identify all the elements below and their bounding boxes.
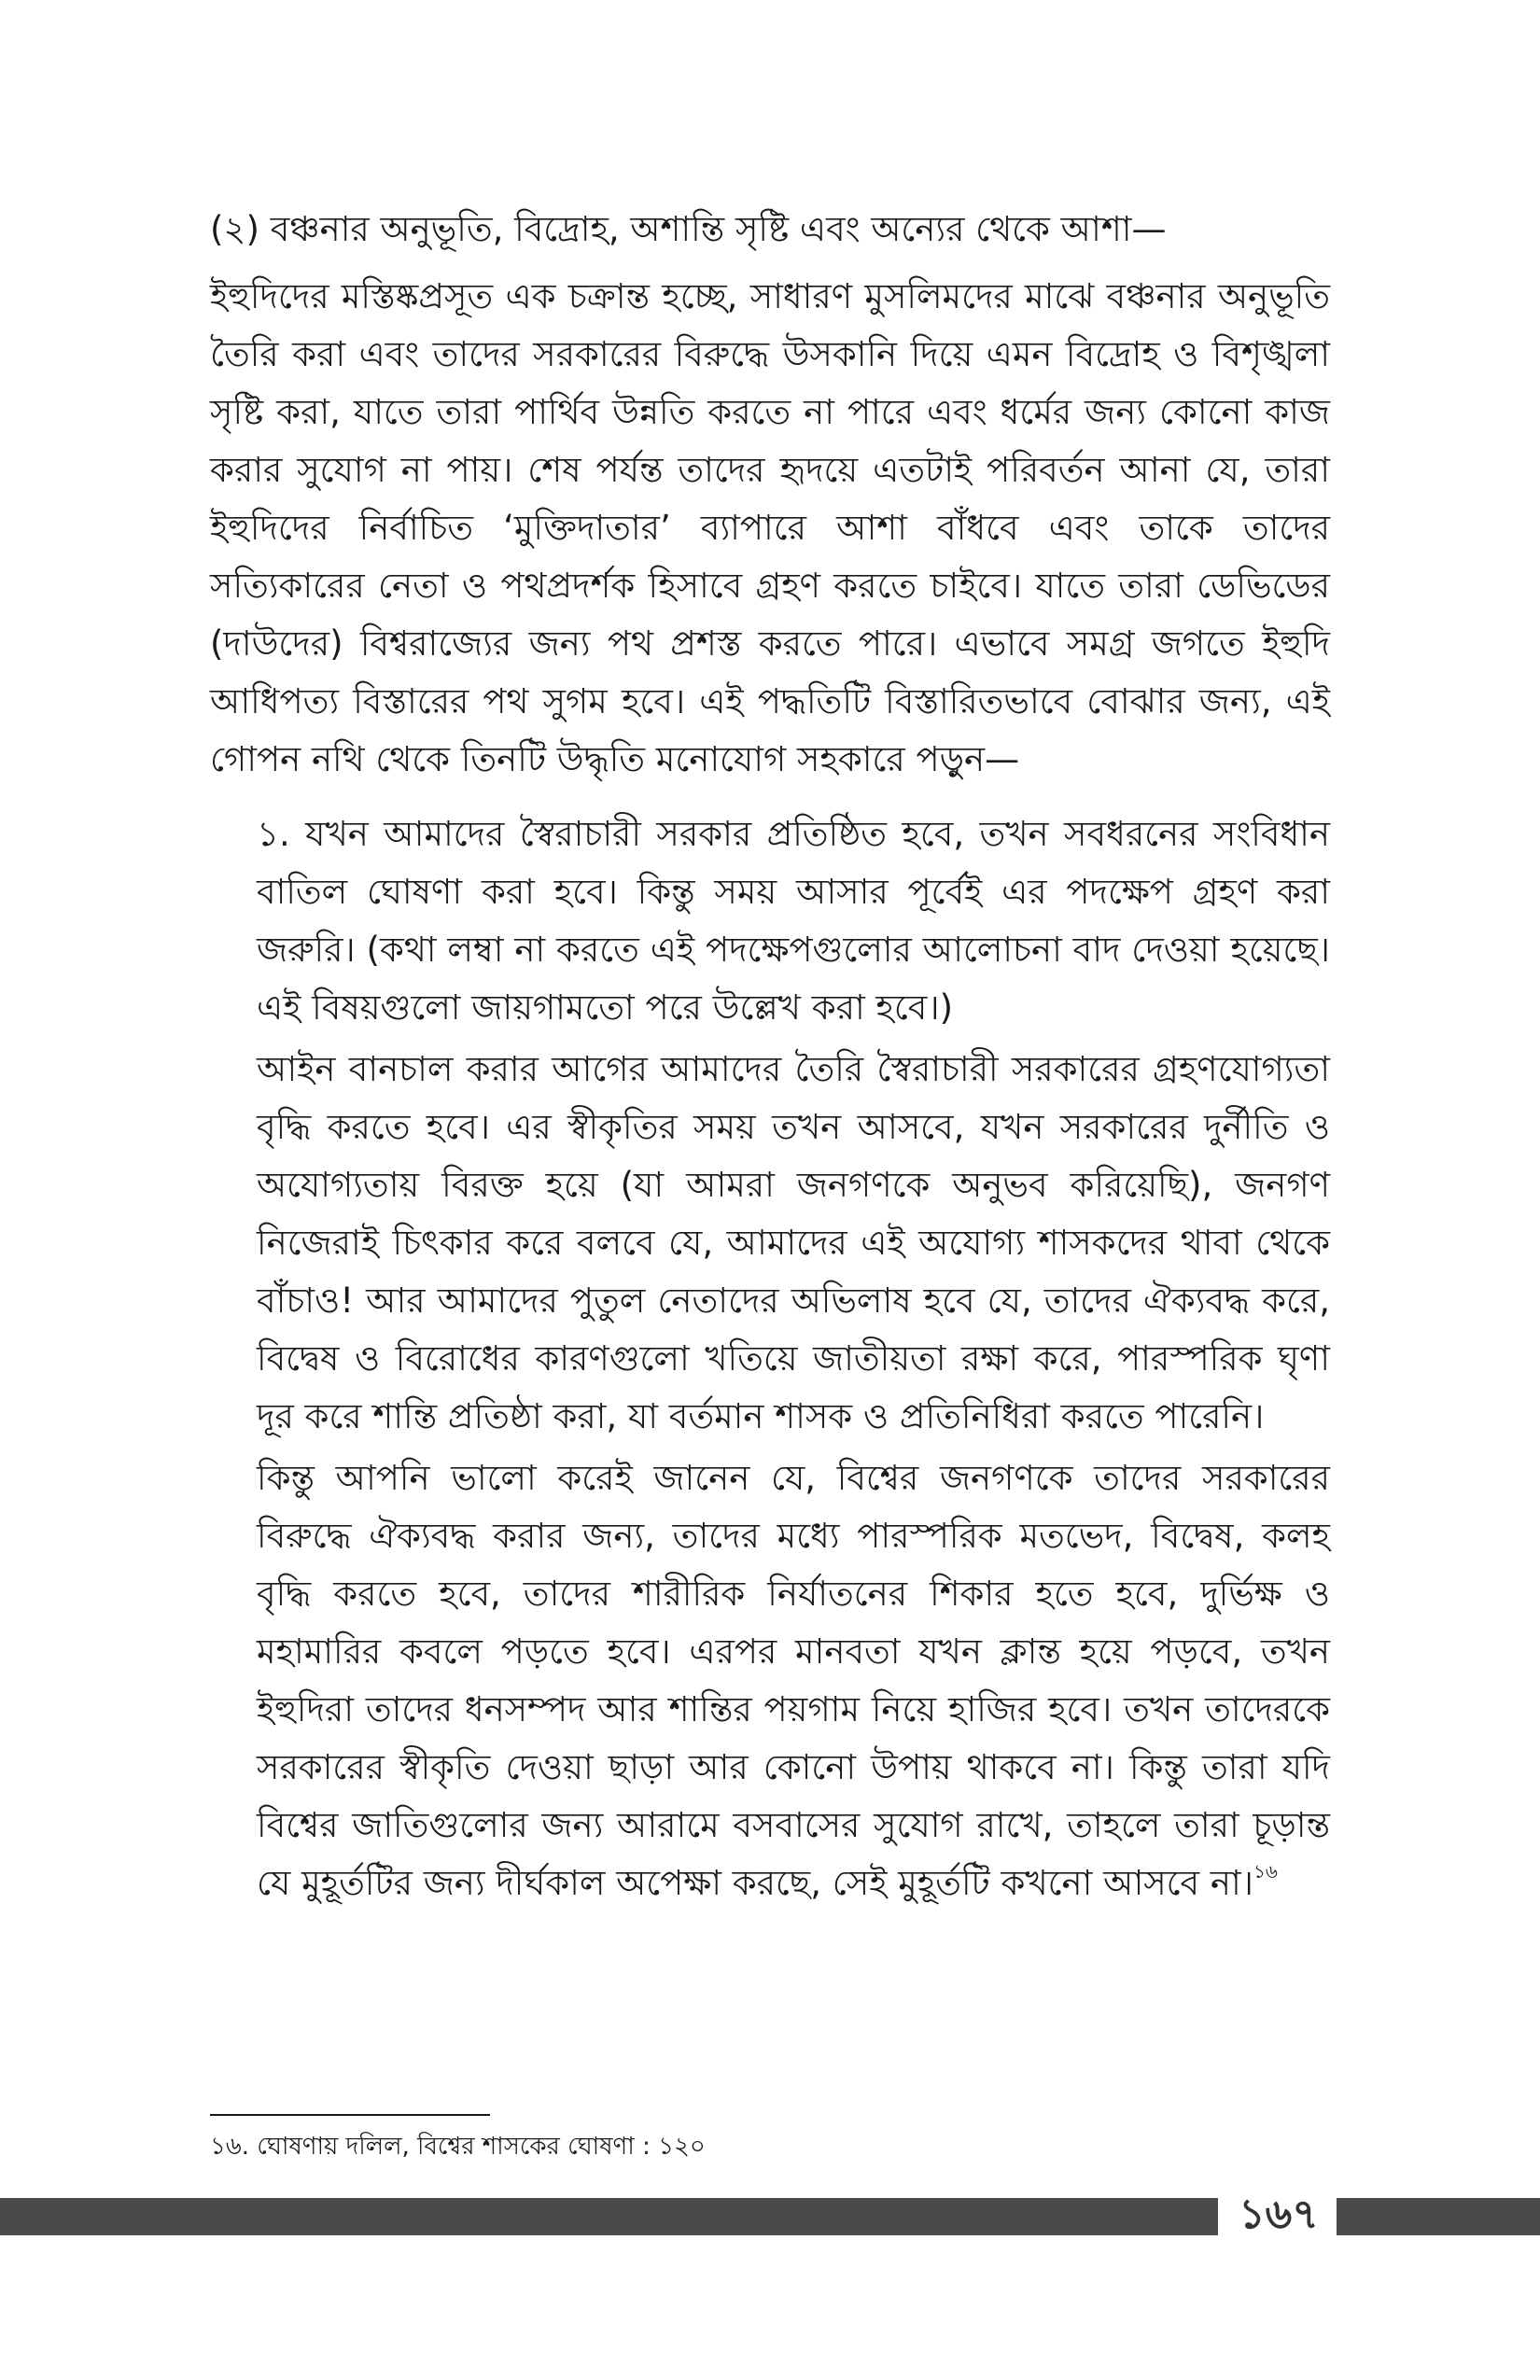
quote-paragraph-3 — [257, 1449, 1330, 1912]
quote-paragraph-3-text: কিন্তু আপনি ভালো করেই জানেন যে, বিশ্বের জনগণকে তাদের সরকারের বিরুদ্ধে ঐক্যবদ্ধ করার জন্য, তাদের মধ্যে পারস্পরিক মতভেদ, বিদ্বেষ, কলহ বৃদ্ধি করতে হবে, তাদের শারীরিক নির্যাতনের শিকার হতে হবে, দুর্ভিক্ষ ও মহামারির কবলে পড়তে হবে। এরপর মানবতা যখন ক্লান্ত হয়ে পড়বে, তখন ইহুদিরা তাদের ধনসম্পদ আর শান্তির পয়গাম নিয়ে হাজির হবে। তখন তাদেরকে সরকারের স্বীকৃতি দেওয়া ছাড়া আর কোনো উপায় থাকবে না। কিন্তু তারা যদি বিশ্বের জাতিগুলোর জন্য আরামে বসবাসের সুযোগ রাখে, তাহলে তারা চূড়ান্ত যে মুহূর্তটির জন্য দীর্ঘকাল অপেক্ষা করছে, সেই মুহূর্তটি কখনো আসবে না। — [257, 1458, 1330, 1903]
footnote-reference: ১৬ — [1253, 1860, 1278, 1883]
page-number: ১৬৭ — [1239, 2191, 1319, 2238]
body-paragraph: ইহুদিদের মস্তিষ্কপ্রসূত এক চক্রান্ত হচ্ছে, সাধারণ মুসলিমদের মাঝে বঞ্চনার অনুভূতি তৈরি করা এবং তাদের সরকারের বিরুদ্ধে উসকানি দিয়ে এমন বিদ্রোহ ও বিশৃঙ্খলা সৃষ্টি করা, যাতে তারা পার্থিব উন্নতি করতে না পারে এবং ধর্মের জন্য কোনো কাজ করার সুযোগ না পায়। শেষ পর্যন্ত তাদের হৃদয়ে এতটাই পরিবর্তন আনা যে, তারা ইহুদিদের নির্বাচিত ‘মুক্তিদাতার’ ব্যাপারে আশা বাঁধবে এবং তাকে তাদের সত্যিকারের নেতা ও পথপ্রদর্শক হিসাবে গ্রহণ করতে চাইবে। যাতে তারা ডেভিডের (দাউদের) বিশ্বরাজ্যের জন্য পথ প্রশস্ত করতে পারে। এভাবে সমগ্র জগতে ইহুদি আধিপত্য বিস্তারের পথ সুগম হবে। এই পদ্ধতিটি বিস্তারিতভাবে বোঝার জন্য, এই গোপন নথি থেকে তিনটি উদ্ধৃতি মনোযোগ সহকারে পড়ুন— — [210, 276, 1330, 779]
quote-block — [257, 805, 1330, 1912]
footnote: ১৬. ঘোষণায় দলিল, বিশ্বের শাসকের ঘোষণা : ১২০ — [210, 2133, 706, 2161]
quote-paragraph-1: ১. যখন আমাদের স্বৈরাচারী সরকার প্রতিষ্ঠিত হবে, তখন সবধরনের সংবিধান বাতিল ঘোষণা করা হবে। কিন্তু সময় আসার পূর্বেই এর পদক্ষেপ গ্রহণ করা জরুরি। (কথা লম্বা না করতে এই পদক্ষেপগুলোর আলোচনা বাদ দেওয়া হয়েছে। এই বিষয়গুলো জায়গামতো পরে উল্লেখ করা হবে।) — [257, 814, 1330, 1028]
footer-bar-left — [0, 2198, 1218, 2235]
footnote-divider — [210, 2114, 490, 2116]
footer-bar-right — [1337, 2198, 1540, 2235]
quote-paragraph-2: আইন বানচাল করার আগের আমাদের তৈরি স্বৈরাচারী সরকারের গ্রহণযোগ্যতা বৃদ্ধি করতে হবে। এর স্বীকৃতির সময় তখন আসবে, যখন সরকারের দুর্নীতি ও অযোগ্যতায় বিরক্ত হয়ে (যা আমরা জনগণকে অনুভব করিয়েছি), জনগণ নিজেরাই চিৎকার করে বলবে যে, আমাদের এই অযোগ্য শাসকদের থাবা থেকে বাঁচাও! আর আমাদের পুতুল নেতাদের অভিলাষ হবে যে, তাদের ঐক্যবদ্ধ করে, বিদ্বেষ ও বিরোধের কারণগুলো খতিয়ে জাতীয়তা রক্ষা করে, পারস্পরিক ঘৃণা দূর করে শান্তি প্রতিষ্ঠা করা, যা বর্তমান শাসক ও প্রতিনিধিরা করতে পারেনি। — [257, 1049, 1330, 1436]
section-heading: (২) বঞ্চনার অনুভূতি, বিদ্রোহ, অশান্তি সৃষ্টি এবং অন্যের থেকে আশা— — [210, 209, 1167, 249]
page-content — [210, 201, 1330, 1912]
